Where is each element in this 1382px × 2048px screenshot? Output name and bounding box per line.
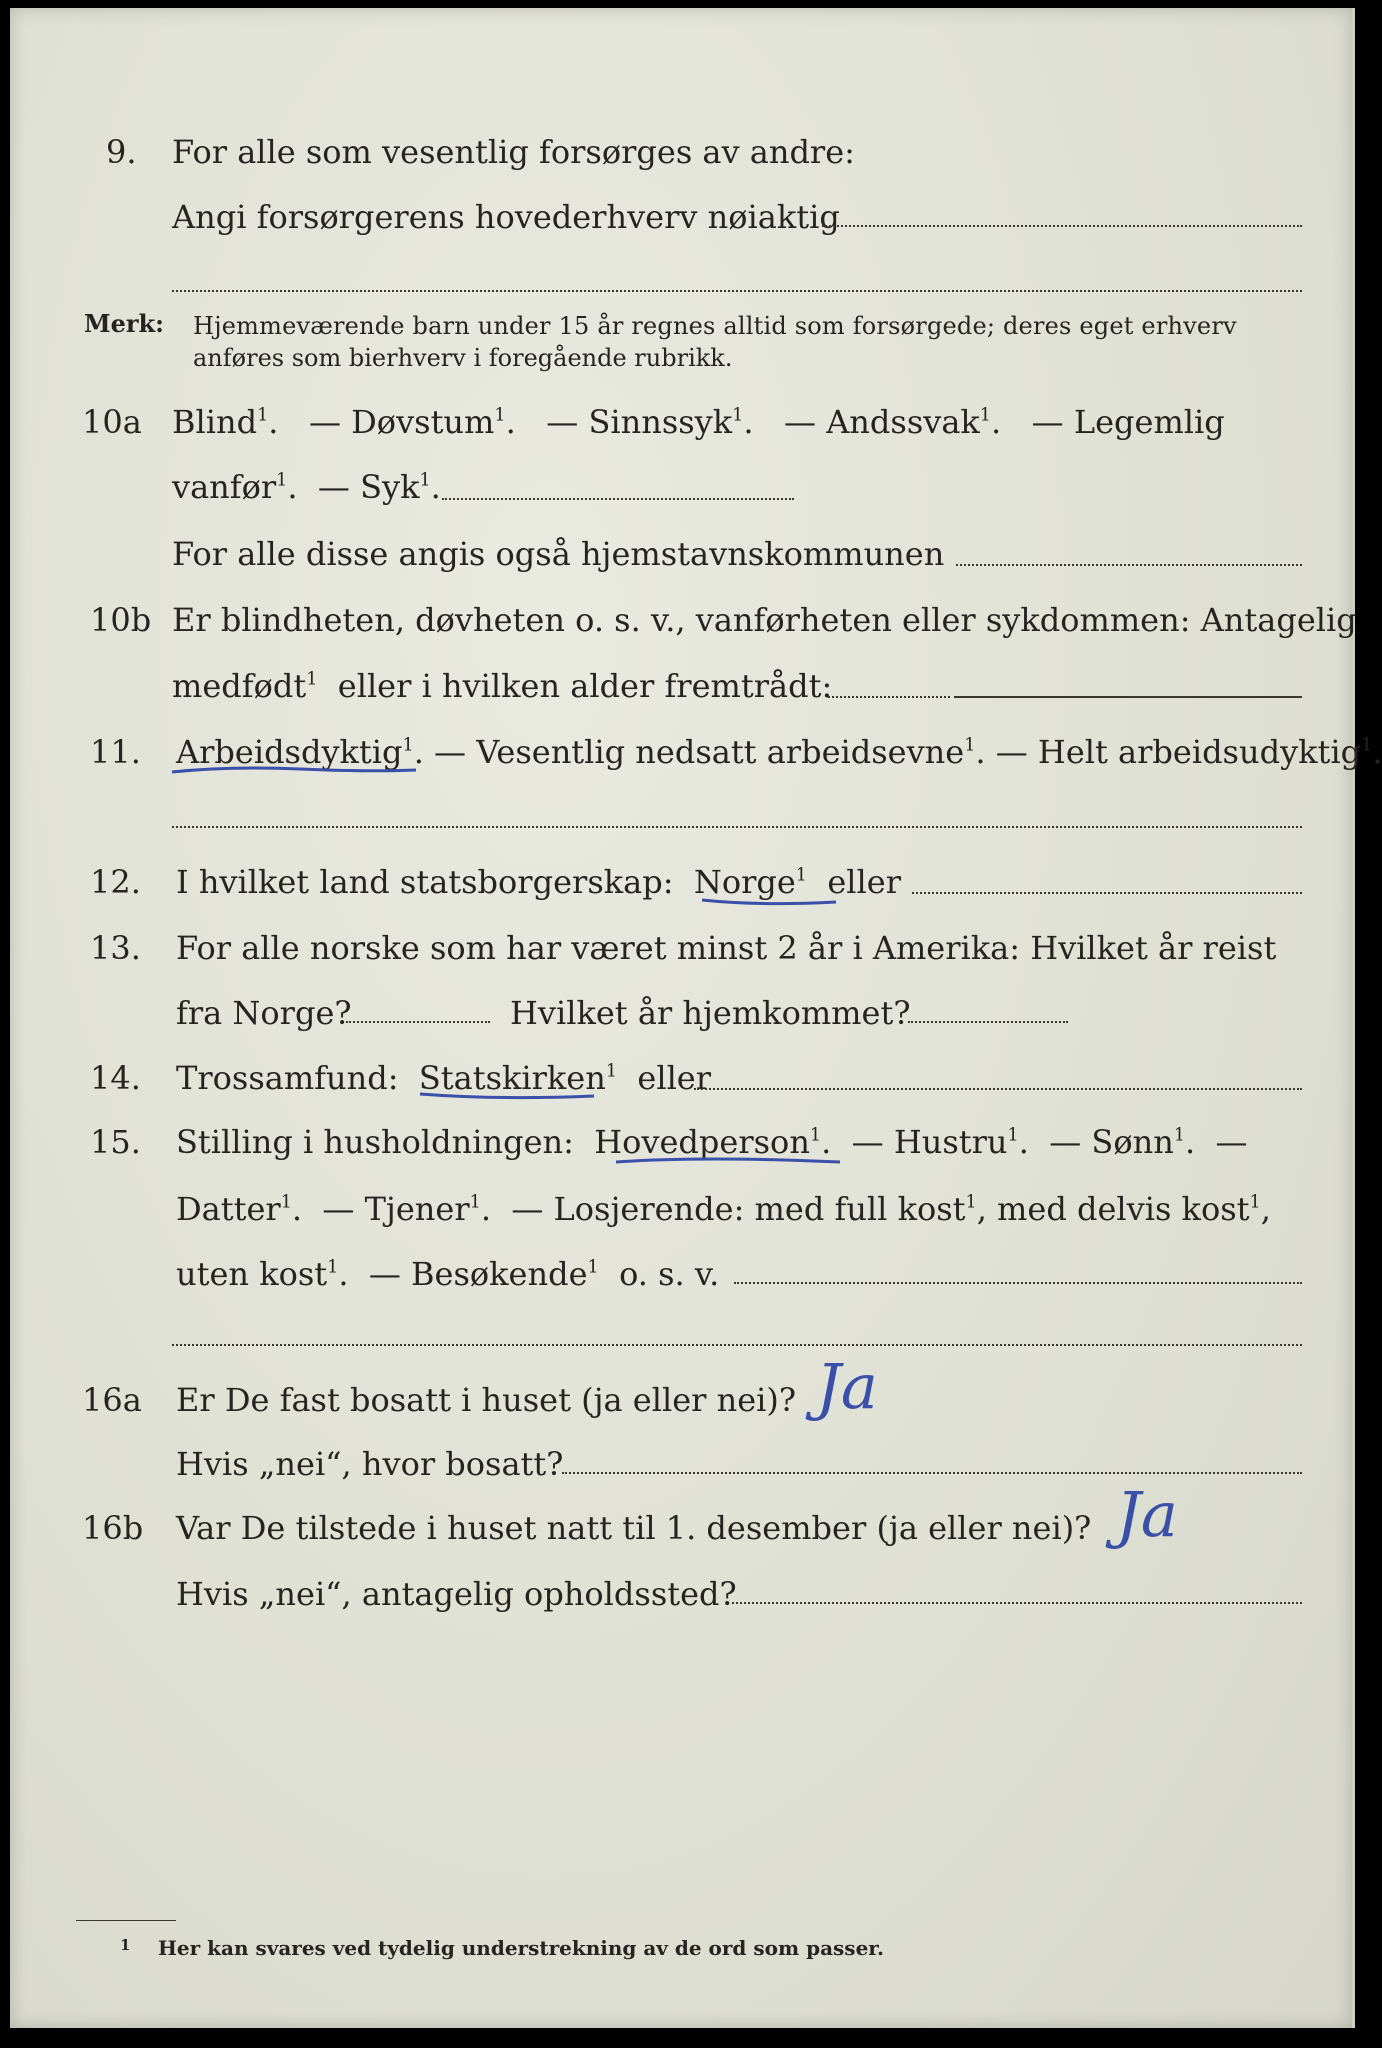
q13-answer-line-1: [346, 1021, 490, 1023]
q15-delvis: , med delvis kost: [976, 1190, 1250, 1228]
q14-number: 14.: [90, 1059, 141, 1097]
footnote-ref: 1: [257, 405, 269, 426]
footnote-ref: 1: [979, 405, 991, 426]
q16b-answer-line: [732, 1602, 1302, 1604]
merk-line1: Hjemmeværende barn under 15 år regnes alltid som forsørgede; deres eget erhverv: [193, 312, 1237, 340]
footnote-ref: 1: [1249, 1192, 1261, 1213]
q16a-line2: Hvis „nei“, hvor bosatt?: [176, 1445, 564, 1483]
q15-hustru: — Hustru: [851, 1123, 1008, 1161]
q10b-answer-line: [828, 696, 950, 698]
q10a-legemlig: — Legemlig: [1031, 403, 1225, 441]
q10a-andssvak: — Andssvak: [784, 403, 980, 441]
q9-number: 9.: [106, 133, 137, 171]
q14-answer-line: [694, 1088, 1302, 1090]
q10a-answer-line: [442, 498, 794, 500]
q14-trossamfund: Trossamfund:: [176, 1059, 399, 1097]
footnote-ref: 1: [809, 1125, 822, 1146]
q15-line3: uten kost$^1$. — Besøkende$^1$ o. s. v.: [176, 1255, 720, 1293]
q16a-line1: Er De fast bosatt i huset (ja eller nei)?: [176, 1381, 797, 1419]
q10b-medfodt: medfødt: [172, 667, 307, 705]
q10a-dovstum: — Døvstum: [308, 403, 495, 441]
q15-comma: ,: [1260, 1190, 1271, 1228]
q10b-answer-line-solid: [954, 696, 1302, 698]
merk-line2: anføres som bierhverv i foregående rubrikk.: [193, 344, 733, 372]
q15-line2: Datter$^1$. — Tjener$^1$. — Losjerende: med full kost$^1$, med delvis kost$^1$,: [176, 1190, 1271, 1228]
footnote-ref: 1: [605, 1061, 618, 1082]
q11-arbeidsdyktig: Arbeidsdyktig: [176, 733, 403, 771]
footnote-ref: 1: [280, 1192, 292, 1213]
q11-nedsatt: — Vesentlig nedsatt arbeidsevne: [434, 733, 965, 771]
footnote-ref: 1: [306, 669, 318, 690]
q9-line2: Angi forsørgerens hovederhverv nøiaktig: [172, 198, 840, 236]
footnote-ref: 1: [469, 1192, 481, 1213]
merk-label: Merk:: [84, 309, 164, 338]
footnote-ref: 1: [965, 1192, 977, 1213]
q10b-line1: Er blindheten, døvheten o. s. v., vanførheten eller sykdommen: Antagelig: [172, 601, 1357, 639]
q16b-handwritten-answer: Ja: [1116, 1478, 1178, 1551]
footnote-ref: 1: [1173, 1125, 1186, 1146]
q14-eller: eller: [637, 1059, 712, 1097]
q12-eller: eller: [827, 863, 901, 901]
q15-dash: —: [1215, 1123, 1248, 1161]
footnote-ref: 1: [587, 1257, 599, 1278]
q12-number: 12.: [90, 863, 141, 901]
q10a-line1: Blind$^1$. — Døvstum$^1$. — Sinnssyk$^1$. — Andssvak$^1$. — Legemlig: [172, 403, 1225, 441]
q11-udyktig: — Helt arbeidsudyktig: [995, 733, 1362, 771]
footnote-ref: 1: [494, 405, 506, 426]
q16a-number: 16a: [82, 1381, 142, 1419]
q15-losjerende: — Losjerende: med full kost: [511, 1190, 966, 1228]
footnote-ref: 1: [419, 470, 431, 491]
footnote-ref: 1: [795, 865, 807, 886]
q12-norge: Norge: [693, 863, 796, 901]
q14-underline-mark: [418, 1088, 598, 1108]
q9-answer-line-2: [172, 290, 1302, 292]
q11-line1: Arbeidsdyktig$^1$. — Vesentlig nedsatt arbeidsevne$^1$. — Helt arbeidsudyktig$^1$.: [176, 733, 1382, 771]
footnote-ref: 1: [402, 735, 414, 756]
footnote-rule: [76, 1920, 176, 1921]
q10a-blind: Blind: [172, 403, 258, 441]
q16b-line1: Var De tilstede i huset natt til 1. desember (ja eller nei)?: [176, 1509, 1092, 1547]
q10b-number: 10b: [90, 601, 152, 639]
q16b-number: 16b: [82, 1509, 144, 1547]
q10a-syk: — Syk: [317, 468, 420, 506]
q11-underline-mark: [170, 760, 420, 780]
q15-stilling: Stilling i husholdningen:: [176, 1123, 574, 1161]
q14-statskirken: Statskirken: [418, 1059, 606, 1097]
q13-line1: For alle norske som har været minst 2 år i Amerika: Hvilket år reist: [176, 929, 1277, 967]
q10a-vanfor: vanfør: [172, 468, 277, 506]
q13-line2a: fra Norge?: [176, 994, 352, 1032]
q12-underline-mark: [700, 892, 840, 912]
q15-number: 15.: [90, 1123, 141, 1161]
q15-besokende: — Besøkende: [368, 1255, 588, 1293]
q15-osv: o. s. v.: [619, 1255, 720, 1293]
q15-datter: Datter: [176, 1190, 281, 1228]
q15-answer-line-2: [172, 1344, 1302, 1346]
q10a-number: 10a: [82, 403, 142, 441]
q15-answer-line: [734, 1282, 1302, 1284]
q16a-answer-line: [562, 1472, 1302, 1474]
footnote-ref: 1: [1007, 1125, 1019, 1146]
q16b-line2: Hvis „nei“, antagelig opholdssted?: [176, 1575, 737, 1613]
q11-number: 11.: [90, 733, 141, 771]
q13-answer-line-2: [908, 1021, 1068, 1023]
q16a-handwritten-answer: Ja: [816, 1350, 878, 1423]
footnote-ref: 1: [327, 1257, 339, 1278]
footnote-ref: 1: [276, 470, 288, 491]
q15-uten-kost: uten kost: [176, 1255, 328, 1293]
footnote-text: Her kan svares ved tydelig understrekning av de ord som passer.: [158, 1936, 884, 1960]
q15-hovedperson: Hovedperson: [594, 1123, 810, 1161]
footnote-ref: 1: [732, 405, 744, 426]
q11-answer-line: [172, 826, 1302, 828]
q15-underline-mark: [614, 1150, 844, 1170]
q9-answer-line: [822, 225, 1302, 227]
q12-statsborgerskap: I hvilket land statsborgerskap:: [176, 863, 674, 901]
footnote-ref: 1: [1361, 735, 1373, 756]
q10a-line3: For alle disse angis også hjemstavnskommunen: [172, 535, 945, 573]
q9-line1: For alle som vesentlig forsørges av andre:: [172, 133, 855, 171]
q13-line2b: Hvilket år hjemkommet?: [510, 994, 911, 1032]
q10b-line2: [172, 667, 833, 705]
q15-tjener: — Tjener: [322, 1190, 470, 1228]
q10a-line2: vanfør$^1$. — Syk$^1$.: [172, 468, 441, 506]
q10a-sinnssyk: — Sinnssyk: [546, 403, 733, 441]
footnote-mark: 1: [120, 1936, 131, 1954]
census-form-page: [10, 8, 1382, 2028]
q15-line1: Stilling i husholdningen: Hovedperson$^1$. — Hustru$^1$. — Sønn$^1$. —: [176, 1123, 1248, 1161]
q10a-answer-line-2: [956, 564, 1302, 566]
q10b-alder: eller i hvilken alder fremtrådt:: [337, 667, 833, 705]
q15-sonn: — Sønn: [1049, 1123, 1174, 1161]
footnote-ref: 1: [964, 735, 976, 756]
q12-answer-line: [912, 892, 1302, 894]
q13-number: 13.: [90, 929, 141, 967]
